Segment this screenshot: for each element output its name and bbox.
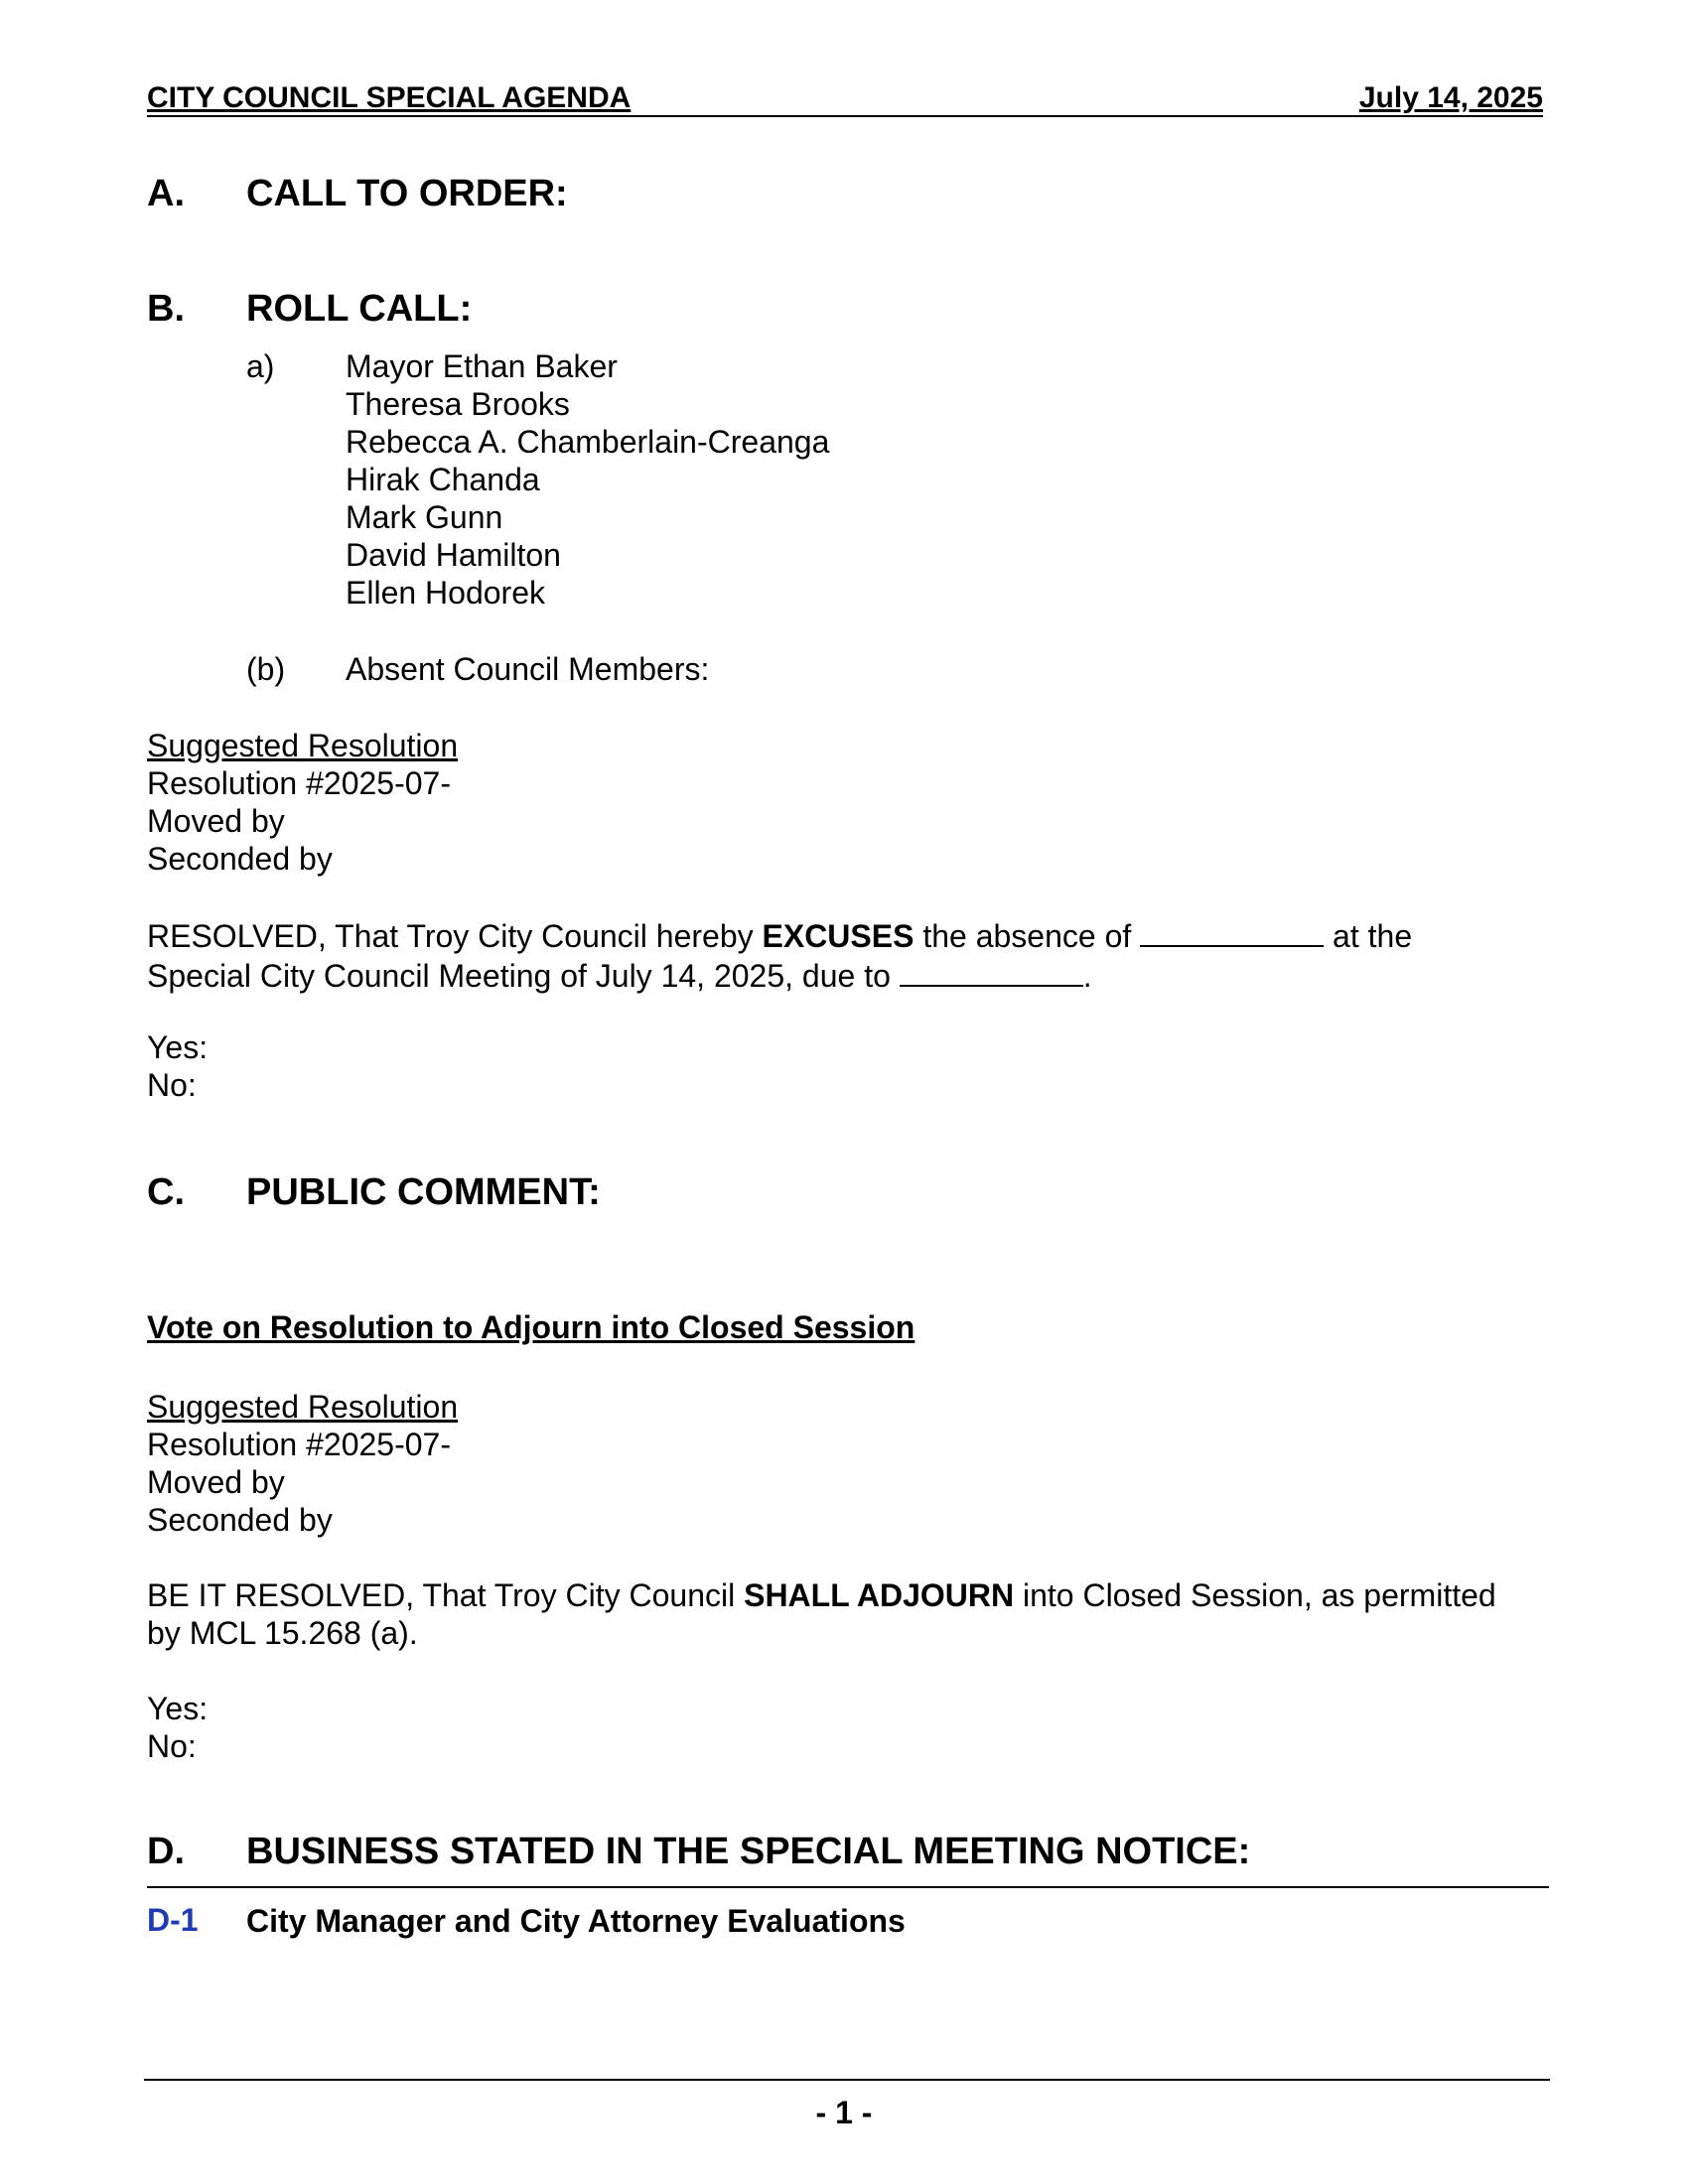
suggested-resolution-heading: Suggested Resolution	[147, 728, 459, 763]
absence-reason-blank	[900, 955, 1083, 987]
council-member: Mayor Ethan Baker	[346, 348, 618, 384]
section-a-letter: A.	[147, 173, 185, 214]
council-member: Mark Gunn	[346, 499, 503, 535]
resolution-number: Resolution #2025-07-	[147, 1427, 451, 1462]
resolution-1-text	[147, 915, 1412, 995]
resolution-1-line-1: RESOLVED, That Troy City Council hereby EXCUSES the absence of at the	[147, 915, 1412, 955]
roll-call-sub-a-label: a)	[246, 348, 275, 384]
resolution-1-line-2: Special City Council Meeting of July 14, 2025, due to .	[147, 955, 1412, 995]
header-date: July 14, 2025	[1358, 81, 1543, 114]
excuses-keyword: EXCUSES	[762, 918, 914, 954]
section-d-letter: D.	[147, 1831, 185, 1872]
council-member: Ellen Hodorek	[346, 575, 545, 611]
resolution-2-line-2: by MCL 15.268 (a).	[147, 1615, 418, 1651]
suggested-resolution-heading: Suggested Resolution	[147, 1389, 459, 1425]
vote-yes: Yes:	[147, 1029, 209, 1065]
absent-members-label: Absent Council Members:	[346, 651, 710, 687]
item-d1-title: City Manager and City Attorney Evaluations	[246, 1903, 906, 1939]
footer-divider	[144, 2079, 1550, 2081]
header-title: CITY COUNCIL SPECIAL AGENDA	[147, 81, 632, 114]
vote-no: No:	[147, 1067, 197, 1103]
moved-by: Moved by	[147, 1464, 285, 1500]
page-header	[147, 81, 1543, 117]
item-d1-code[interactable]: D-1	[147, 1902, 199, 1938]
section-d-title: BUSINESS STATED IN THE SPECIAL MEETING NOTICE:	[246, 1831, 1251, 1872]
resolution-2-block	[147, 1388, 458, 1539]
absent-member-blank	[1140, 915, 1324, 947]
moved-by: Moved by	[147, 803, 285, 839]
vote-no: No:	[147, 1728, 197, 1764]
resolution-2-line-1: BE IT RESOLVED, That Troy City Council SHALL ADJOURN into Closed Session, as permitted	[147, 1577, 1496, 1613]
council-member: David Hamilton	[346, 537, 561, 573]
resolution-2-vote	[147, 1690, 208, 1765]
section-b-title: ROLL CALL:	[246, 288, 473, 330]
seconded-by: Seconded by	[147, 1502, 333, 1538]
resolution-2-text	[147, 1576, 1496, 1652]
section-c-title: PUBLIC COMMENT:	[246, 1171, 601, 1213]
vote-yes: Yes:	[147, 1691, 209, 1726]
section-d-divider	[147, 1886, 1549, 1888]
section-b-letter: B.	[147, 288, 185, 330]
council-members-list	[346, 347, 829, 612]
resolution-1-vote	[147, 1028, 208, 1104]
roll-call-sub-b-label: (b)	[246, 651, 286, 687]
section-a-title: CALL TO ORDER:	[246, 173, 568, 214]
resolution-1-block	[147, 727, 458, 878]
shall-adjourn-keyword: SHALL ADJOURN	[744, 1577, 1015, 1613]
page-number: - 1 -	[815, 2095, 873, 2130]
council-member: Hirak Chanda	[346, 462, 540, 497]
seconded-by: Seconded by	[147, 841, 333, 877]
council-member: Theresa Brooks	[346, 386, 570, 422]
council-member: Rebecca A. Chamberlain-Creanga	[346, 424, 830, 460]
closed-session-heading: Vote on Resolution to Adjourn into Closed Session	[147, 1309, 915, 1345]
resolution-number: Resolution #2025-07-	[147, 765, 451, 801]
section-c-letter: C.	[147, 1171, 185, 1213]
